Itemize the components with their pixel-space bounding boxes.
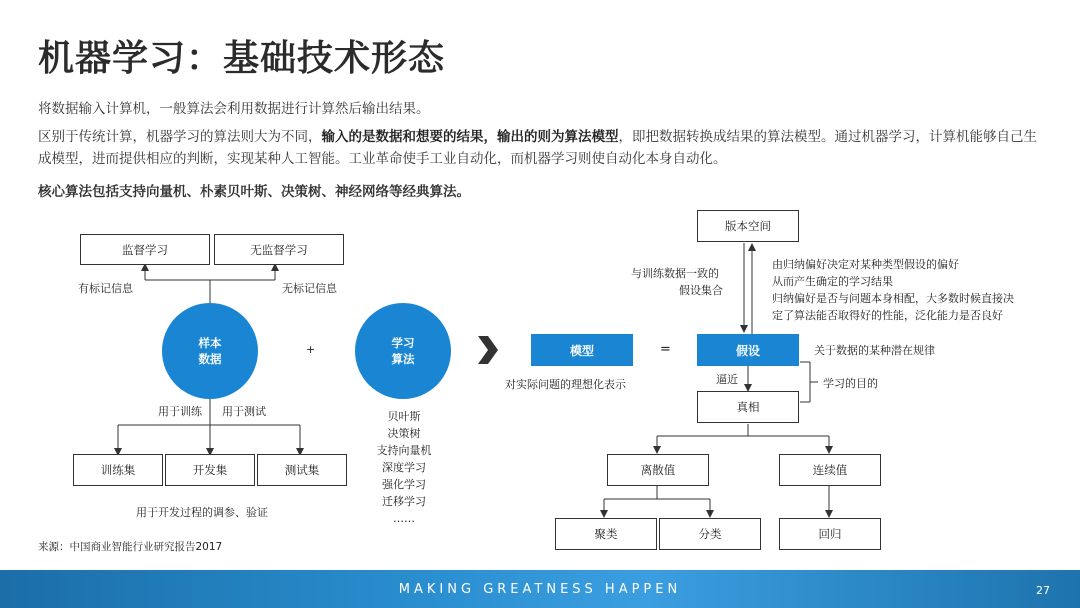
training-set-box: 训练集 (73, 454, 163, 486)
learning-purpose-label: 学习的目的 (823, 377, 878, 390)
algorithm-list (377, 408, 432, 527)
continuous-value-box: 连续值 (779, 454, 881, 486)
regression-box: 回归 (779, 518, 881, 550)
sample-data-circle: 样本 数据 (162, 303, 258, 399)
algorithm-item: 强化学习 (382, 478, 426, 491)
for-training-label: 用于训练 (158, 405, 202, 418)
learning-algorithm-circle: 学习 算法 (355, 303, 451, 399)
approach-label: 逼近 (716, 373, 738, 386)
inductive-bias-line: 从而产生确定的学习结果 (772, 275, 893, 288)
inductive-bias-line: 归纳偏好是否与问题本身相配，大多数时候直接决 (772, 292, 1014, 305)
latent-rule-label: 关于数据的某种潜在规律 (814, 344, 935, 357)
algorithm-item: 决策树 (387, 427, 421, 440)
algorithm-item: 贝叶斯 (387, 410, 421, 423)
intro-p2-text-c: ，即把数据转换成结果的算法模型。通过机器学习，计算机能够自己生成模型，进而提供相应的判断，实现某种人工智能。工业革命使手工业自动化，而机器学习则使自动化本身自动化。 (38, 129, 1037, 167)
discrete-value-box: 离散值 (607, 454, 709, 486)
intro-paragraph-3: 核心算法包括支持向量机、朴素贝叶斯、决策树、神经网络等经典算法。 (38, 184, 470, 200)
plus-sign: + (306, 343, 316, 356)
labeled-info-label: 有标记信息 (78, 282, 133, 295)
intro-p2-text-a: 区别于传统计算，机器学习的算法则大为不同， (38, 129, 322, 145)
classification-box: 分类 (659, 518, 761, 550)
model-description: 对实际问题的理想化表示 (505, 378, 626, 391)
footer-slogan: MAKING GREATNESS HAPPEN (398, 582, 682, 597)
unlabeled-info-label: 无标记信息 (282, 282, 337, 295)
page-number: 27 (1036, 584, 1050, 597)
model-box: 模型 (531, 334, 633, 366)
algorithm-item: …… (393, 512, 415, 525)
test-set-box: 测试集 (257, 454, 347, 486)
clustering-box: 聚类 (555, 518, 657, 550)
supervised-learning-box: 监督学习 (80, 234, 210, 265)
equals-sign: = (660, 342, 671, 357)
intro-paragraph-1: 将数据输入计算机，一般算法会利用数据进行计算然后输出结果。 (38, 101, 430, 117)
inductive-bias-line: 定了算法能否取得好的性能，泛化能力是否良好 (772, 309, 1003, 322)
inductive-bias-line: 由归纳偏好决定对某种类型假设的偏好 (772, 258, 959, 271)
unsupervised-learning-box: 无监督学习 (214, 234, 344, 265)
intro-p2-emphasis: 输入的是数据和想要的结果，输出的则为算法模型 (321, 129, 619, 145)
consistent-hypothesis-label-2: 假设集合 (679, 284, 723, 297)
algorithm-item: 迁移学习 (382, 495, 426, 508)
inductive-bias-note (772, 256, 1014, 324)
dev-set-box: 开发集 (165, 454, 255, 486)
for-testing-label: 用于测试 (222, 405, 266, 418)
source-note: 来源：中国商业智能行业研究报告2017 (38, 541, 223, 553)
truth-box: 真相 (697, 391, 799, 423)
page-title: 机器学习：基础技术形态 (38, 38, 446, 79)
dev-purpose-label: 用于开发过程的调参、验证 (136, 506, 268, 519)
hypothesis-box: 假设 (697, 334, 799, 366)
consistent-hypothesis-label-1: 与训练数据一致的 (631, 267, 719, 280)
version-space-box: 版本空间 (697, 210, 799, 242)
chevron-right-icon (478, 336, 498, 364)
algorithm-item: 支持向量机 (376, 444, 432, 457)
algorithm-item: 深度学习 (382, 461, 426, 474)
